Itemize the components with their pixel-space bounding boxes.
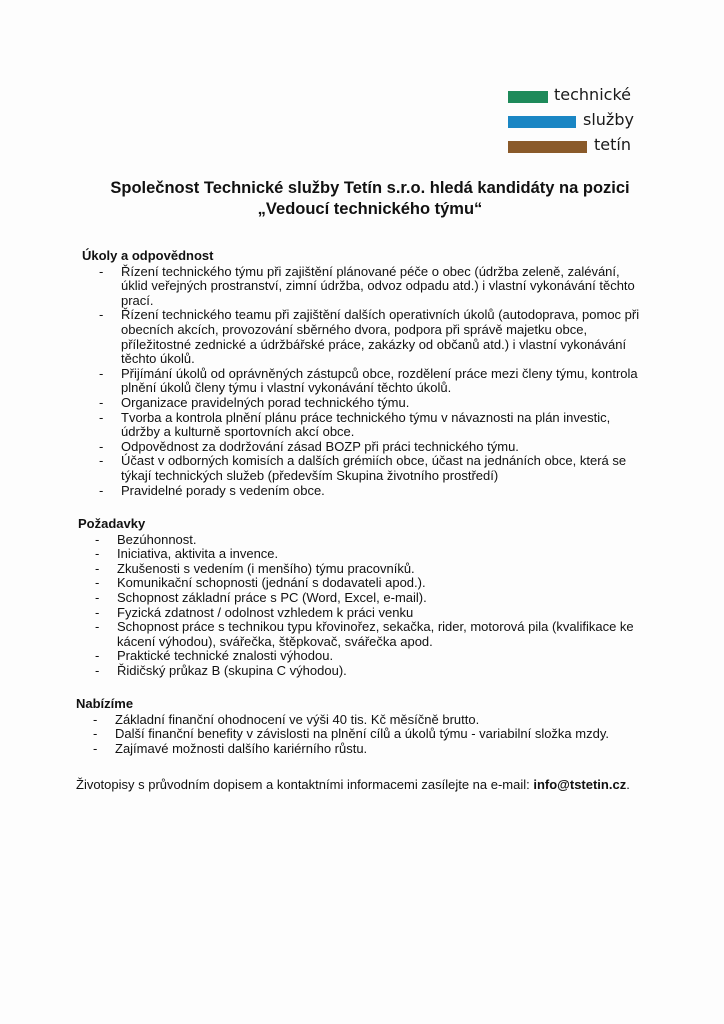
list-item: - Praktické technické znalosti výhodou.	[78, 649, 638, 664]
list-item: - Řízení technického teamu při zajištění dalších operativních úkolů (autodoprava, pomoc při obecních akcích, provozování sběrného dvora, podpora při správě majetku obce, příležitostné zednické a údržbářské práce, zakázky od občanů atd.) i vlastní vykonávání těchto úkolů.	[82, 308, 642, 366]
list-item: - Řízení technického týmu při zajištění plánované péče o obec (údržba zeleně, zalévání, úklid veřejných prostranství, zimní údržba, odvoz odpadu atd.) i vlastní vykonávání těchto prací.	[82, 265, 642, 309]
contact-end: .	[626, 777, 630, 792]
contact-note	[76, 777, 630, 792]
task-list	[82, 265, 642, 499]
requirement-list	[78, 533, 638, 679]
logo-text: tetín	[594, 135, 631, 154]
list-item: - Bezúhonnost.	[78, 533, 638, 548]
list-item: - Schopnost základní práce s PC (Word, Excel, e-mail).	[78, 591, 638, 606]
list-item: - Řidičský průkaz B (skupina C výhodou).	[78, 664, 638, 679]
section-heading: Požadavky	[78, 516, 146, 531]
logo-bar-blue	[508, 116, 576, 128]
list-item: - Iniciativa, aktivita a invence.	[78, 547, 638, 562]
list-item: - Odpovědnost za dodržování zásad BOZP při práci technického týmu.	[82, 440, 642, 455]
section-requirements	[78, 517, 638, 679]
logo-text: technické	[554, 85, 631, 104]
offer-list	[76, 713, 636, 757]
email-link[interactable]: info@tstetin.cz	[533, 777, 627, 792]
section-heading: Nabízíme	[76, 696, 134, 711]
contact-text: Životopisy s průvodním dopisem a kontaktními informacemi zasílejte na e-mail:	[76, 777, 534, 792]
list-item: - Další finanční benefity v závislosti na plnění cílů a úkolů týmu - variabilní složka mzdy.	[76, 727, 636, 742]
list-item: - Zkušenosti s vedením (i menšího) týmu pracovníků.	[78, 562, 638, 577]
page-title	[80, 178, 660, 220]
list-item: - Pravidelné porady s vedením obce.	[82, 484, 642, 499]
title-line: Společnost Technické služby Tetín s.r.o. hledá kandidáty na pozici	[110, 179, 630, 197]
section-offer	[76, 697, 636, 756]
list-item: - Schopnost práce s technikou typu křovinořez, sekačka, rider, motorová pila (kvalifikace ke kácení výhodou), svářečka, štěpkovač, svářečka apod.	[78, 620, 638, 649]
list-item: - Zajímavé možnosti dalšího kariérního růstu.	[76, 742, 636, 757]
list-item: - Účast v odborných komisích a dalších grémiích obce, účast na jednáních obce, která se týkají technických služeb (především Skupina životního prostředí)	[82, 454, 642, 483]
list-item: - Základní finanční ohodnocení ve výši 40 tis. Kč měsíčně brutto.	[76, 713, 636, 728]
logo-bar-brown	[508, 141, 587, 153]
list-item: - Komunikační schopnosti (jednání s dodavateli apod.).	[78, 576, 638, 591]
list-item: - Organizace pravidelných porad technického týmu.	[82, 396, 642, 411]
logo-text: služby	[583, 110, 634, 129]
list-item: - Přijímání úkolů od oprávněných zástupců obce, rozdělení práce mezi členy týmu, kontrola plnění úkolů členy týmu i vlastní vykonávání těchto úkolů.	[82, 367, 642, 396]
list-item: - Tvorba a kontrola plnění plánu práce technického týmu v návaznosti na plán investic, údržby a kulturně sportovních akcí obce.	[82, 411, 642, 440]
list-item: - Fyzická zdatnost / odolnost vzhledem k práci venku	[78, 606, 638, 621]
section-tasks	[82, 249, 642, 498]
logo-bar-green	[508, 91, 548, 103]
title-position: „Vedoucí technického týmu“	[257, 200, 483, 218]
section-heading: Úkoly a odpovědnost	[82, 248, 214, 263]
